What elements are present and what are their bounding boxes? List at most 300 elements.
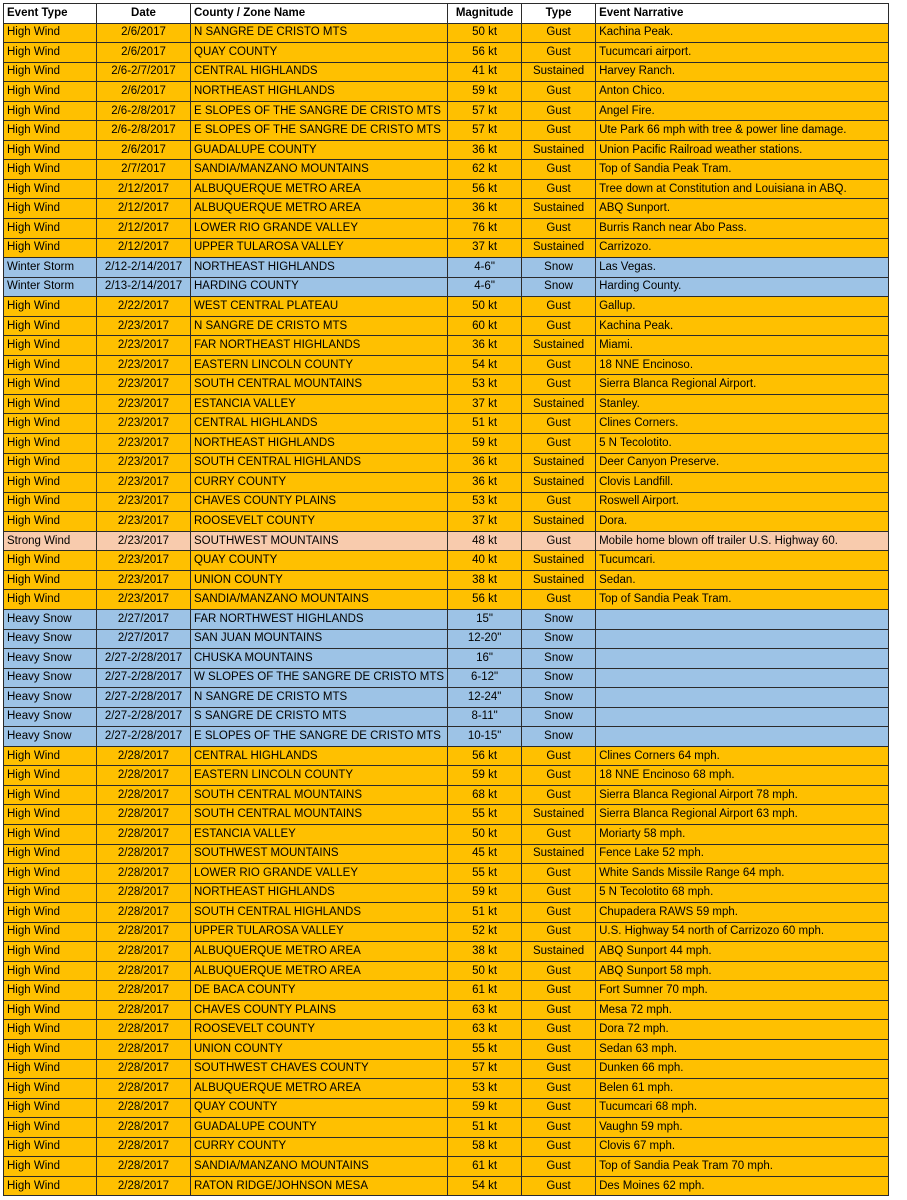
magnitude-cell: 55 kt <box>448 805 522 825</box>
table-body <box>4 23 889 1196</box>
narrative-cell: U.S. Highway 54 north of Carrizozo 60 mph. <box>596 922 889 942</box>
zone-cell: SOUTH CENTRAL HIGHLANDS <box>191 453 448 473</box>
table-row <box>4 1157 889 1177</box>
table-row <box>4 1098 889 1118</box>
zone-cell: S SANGRE DE CRISTO MTS <box>191 707 448 727</box>
event-type-cell: High Wind <box>4 414 97 434</box>
date-cell: 2/28/2017 <box>97 1059 191 1079</box>
zone-cell: N SANGRE DE CRISTO MTS <box>191 316 448 336</box>
narrative-cell: 5 N Tecolotito. <box>596 434 889 454</box>
magnitude-cell: 53 kt <box>448 1079 522 1099</box>
narrative-cell: Stanley. <box>596 394 889 414</box>
narrative-cell: Roswell Airport. <box>596 492 889 512</box>
date-cell: 2/27-2/28/2017 <box>97 649 191 669</box>
zone-cell: NORTHEAST HIGHLANDS <box>191 434 448 454</box>
type-cell: Gust <box>522 23 596 43</box>
magnitude-cell: 56 kt <box>448 43 522 63</box>
event-type-cell: High Wind <box>4 160 97 180</box>
narrative-cell: ABQ Sunport. <box>596 199 889 219</box>
narrative-cell: Clines Corners. <box>596 414 889 434</box>
type-cell: Gust <box>522 864 596 884</box>
event-type-cell: High Wind <box>4 942 97 962</box>
type-cell: Snow <box>522 258 596 278</box>
event-type-cell: High Wind <box>4 199 97 219</box>
table-row <box>4 864 889 884</box>
table-row <box>4 277 889 297</box>
type-cell: Gust <box>522 1176 596 1196</box>
narrative-cell <box>596 727 889 747</box>
table-row <box>4 140 889 160</box>
zone-cell: ALBUQUERQUE METRO AREA <box>191 199 448 219</box>
table-row <box>4 707 889 727</box>
zone-cell: SANDIA/MANZANO MOUNTAINS <box>191 590 448 610</box>
type-cell: Sustained <box>522 512 596 532</box>
narrative-cell: 5 N Tecolotito 68 mph. <box>596 883 889 903</box>
type-cell: Sustained <box>522 570 596 590</box>
zone-cell: CHAVES COUNTY PLAINS <box>191 1000 448 1020</box>
date-cell: 2/28/2017 <box>97 1020 191 1040</box>
zone-cell: CENTRAL HIGHLANDS <box>191 414 448 434</box>
type-cell: Sustained <box>522 394 596 414</box>
event-type-cell: High Wind <box>4 1098 97 1118</box>
table-row <box>4 688 889 708</box>
type-cell: Gust <box>522 922 596 942</box>
type-cell: Gust <box>522 316 596 336</box>
narrative-cell: Moriarty 58 mph. <box>596 824 889 844</box>
zone-cell: E SLOPES OF THE SANGRE DE CRISTO MTS <box>191 727 448 747</box>
type-cell: Gust <box>522 903 596 923</box>
magnitude-cell: 10-15" <box>448 727 522 747</box>
date-cell: 2/28/2017 <box>97 1098 191 1118</box>
date-cell: 2/23/2017 <box>97 434 191 454</box>
table-row <box>4 727 889 747</box>
magnitude-cell: 57 kt <box>448 1059 522 1079</box>
magnitude-cell: 51 kt <box>448 903 522 923</box>
table-row <box>4 824 889 844</box>
type-cell: Gust <box>522 219 596 239</box>
table-row <box>4 1079 889 1099</box>
event-type-cell: High Wind <box>4 1079 97 1099</box>
zone-cell: DE BACA COUNTY <box>191 981 448 1001</box>
date-cell: 2/6/2017 <box>97 140 191 160</box>
magnitude-cell: 55 kt <box>448 864 522 884</box>
type-cell: Sustained <box>522 942 596 962</box>
zone-cell: EASTERN LINCOLN COUNTY <box>191 355 448 375</box>
type-cell: Gust <box>522 1118 596 1138</box>
narrative-cell: Fence Lake 52 mph. <box>596 844 889 864</box>
zone-cell: FAR NORTHWEST HIGHLANDS <box>191 609 448 629</box>
narrative-cell: Harvey Ranch. <box>596 62 889 82</box>
event-type-cell: High Wind <box>4 785 97 805</box>
magnitude-cell: 59 kt <box>448 82 522 102</box>
type-cell: Snow <box>522 609 596 629</box>
event-type-cell: High Wind <box>4 179 97 199</box>
date-cell: 2/28/2017 <box>97 766 191 786</box>
date-cell: 2/28/2017 <box>97 883 191 903</box>
date-cell: 2/12/2017 <box>97 199 191 219</box>
table-row <box>4 1059 889 1079</box>
magnitude-cell: 36 kt <box>448 336 522 356</box>
type-cell: Snow <box>522 727 596 747</box>
event-type-cell: High Wind <box>4 394 97 414</box>
narrative-cell: Union Pacific Railroad weather stations. <box>596 140 889 160</box>
table-row <box>4 238 889 258</box>
narrative-cell: Deer Canyon Preserve. <box>596 453 889 473</box>
narrative-cell: Sedan. <box>596 570 889 590</box>
magnitude-cell: 38 kt <box>448 942 522 962</box>
magnitude-cell: 36 kt <box>448 199 522 219</box>
type-cell: Sustained <box>522 336 596 356</box>
date-cell: 2/6-2/8/2017 <box>97 101 191 121</box>
event-type-cell: High Wind <box>4 473 97 493</box>
event-type-cell: Heavy Snow <box>4 688 97 708</box>
zone-cell: NORTHEAST HIGHLANDS <box>191 258 448 278</box>
event-type-cell: High Wind <box>4 844 97 864</box>
date-cell: 2/27-2/28/2017 <box>97 688 191 708</box>
magnitude-cell: 63 kt <box>448 1000 522 1020</box>
event-type-cell: High Wind <box>4 1118 97 1138</box>
magnitude-cell: 62 kt <box>448 160 522 180</box>
magnitude-cell: 53 kt <box>448 375 522 395</box>
date-cell: 2/28/2017 <box>97 1039 191 1059</box>
type-cell: Sustained <box>522 473 596 493</box>
narrative-cell: Top of Sandia Peak Tram. <box>596 160 889 180</box>
type-cell: Snow <box>522 277 596 297</box>
zone-cell: CENTRAL HIGHLANDS <box>191 746 448 766</box>
type-cell: Gust <box>522 179 596 199</box>
magnitude-cell: 12-20" <box>448 629 522 649</box>
zone-cell: ROOSEVELT COUNTY <box>191 1020 448 1040</box>
type-cell: Gust <box>522 746 596 766</box>
zone-cell: WEST CENTRAL PLATEAU <box>191 297 448 317</box>
date-cell: 2/28/2017 <box>97 824 191 844</box>
table-row <box>4 805 889 825</box>
type-cell: Sustained <box>522 62 596 82</box>
type-cell: Snow <box>522 707 596 727</box>
date-cell: 2/6-2/7/2017 <box>97 62 191 82</box>
date-cell: 2/28/2017 <box>97 805 191 825</box>
date-cell: 2/12/2017 <box>97 238 191 258</box>
zone-cell: ROOSEVELT COUNTY <box>191 512 448 532</box>
narrative-cell: Dunken 66 mph. <box>596 1059 889 1079</box>
zone-cell: FAR NORTHEAST HIGHLANDS <box>191 336 448 356</box>
table-row <box>4 160 889 180</box>
zone-cell: W SLOPES OF THE SANGRE DE CRISTO MTS <box>191 668 448 688</box>
zone-cell: SOUTH CENTRAL MOUNTAINS <box>191 375 448 395</box>
zone-cell: SOUTH CENTRAL MOUNTAINS <box>191 805 448 825</box>
date-cell: 2/23/2017 <box>97 453 191 473</box>
table-row <box>4 903 889 923</box>
event-type-cell: High Wind <box>4 121 97 141</box>
magnitude-cell: 59 kt <box>448 766 522 786</box>
table-row <box>4 82 889 102</box>
type-cell: Sustained <box>522 140 596 160</box>
date-cell: 2/23/2017 <box>97 394 191 414</box>
magnitude-cell: 52 kt <box>448 922 522 942</box>
magnitude-cell: 50 kt <box>448 824 522 844</box>
type-cell: Snow <box>522 668 596 688</box>
event-type-cell: High Wind <box>4 1059 97 1079</box>
table-row <box>4 1039 889 1059</box>
event-type-cell: Strong Wind <box>4 531 97 551</box>
date-cell: 2/23/2017 <box>97 512 191 532</box>
narrative-cell: Tucumcari. <box>596 551 889 571</box>
type-cell: Gust <box>522 297 596 317</box>
narrative-cell: Clovis Landfill. <box>596 473 889 493</box>
date-cell: 2/23/2017 <box>97 336 191 356</box>
zone-cell: QUAY COUNTY <box>191 43 448 63</box>
date-cell: 2/6-2/8/2017 <box>97 121 191 141</box>
zone-cell: SANDIA/MANZANO MOUNTAINS <box>191 1157 448 1177</box>
zone-cell: UNION COUNTY <box>191 570 448 590</box>
date-cell: 2/6/2017 <box>97 23 191 43</box>
date-cell: 2/23/2017 <box>97 492 191 512</box>
event-type-cell: High Wind <box>4 375 97 395</box>
date-cell: 2/27-2/28/2017 <box>97 727 191 747</box>
zone-cell: UNION COUNTY <box>191 1039 448 1059</box>
narrative-cell: 18 NNE Encinoso. <box>596 355 889 375</box>
type-cell: Sustained <box>522 844 596 864</box>
narrative-cell: Sierra Blanca Regional Airport. <box>596 375 889 395</box>
header-magnitude: Magnitude <box>448 4 522 24</box>
table-row <box>4 1000 889 1020</box>
type-cell: Gust <box>522 1020 596 1040</box>
zone-cell: SOUTHWEST MOUNTAINS <box>191 844 448 864</box>
event-type-cell: High Wind <box>4 336 97 356</box>
narrative-cell: Gallup. <box>596 297 889 317</box>
date-cell: 2/6/2017 <box>97 43 191 63</box>
type-cell: Gust <box>522 160 596 180</box>
event-type-cell: High Wind <box>4 140 97 160</box>
zone-cell: N SANGRE DE CRISTO MTS <box>191 688 448 708</box>
date-cell: 2/23/2017 <box>97 531 191 551</box>
zone-cell: SANDIA/MANZANO MOUNTAINS <box>191 160 448 180</box>
zone-cell: LOWER RIO GRANDE VALLEY <box>191 864 448 884</box>
zone-cell: CHAVES COUNTY PLAINS <box>191 492 448 512</box>
event-type-cell: High Wind <box>4 62 97 82</box>
magnitude-cell: 4-6" <box>448 277 522 297</box>
magnitude-cell: 53 kt <box>448 492 522 512</box>
magnitude-cell: 37 kt <box>448 238 522 258</box>
zone-cell: ALBUQUERQUE METRO AREA <box>191 942 448 962</box>
date-cell: 2/6/2017 <box>97 82 191 102</box>
magnitude-cell: 37 kt <box>448 394 522 414</box>
narrative-cell: Burris Ranch near Abo Pass. <box>596 219 889 239</box>
narrative-cell: Fort Sumner 70 mph. <box>596 981 889 1001</box>
type-cell: Sustained <box>522 453 596 473</box>
event-type-cell: High Wind <box>4 1020 97 1040</box>
table-row <box>4 746 889 766</box>
narrative-cell: Harding County. <box>596 277 889 297</box>
event-type-cell: High Wind <box>4 219 97 239</box>
magnitude-cell: 76 kt <box>448 219 522 239</box>
event-type-cell: High Wind <box>4 1157 97 1177</box>
table-row <box>4 668 889 688</box>
type-cell: Gust <box>522 766 596 786</box>
type-cell: Gust <box>522 43 596 63</box>
event-type-cell: High Wind <box>4 883 97 903</box>
date-cell: 2/28/2017 <box>97 981 191 1001</box>
narrative-cell <box>596 668 889 688</box>
date-cell: 2/7/2017 <box>97 160 191 180</box>
event-type-cell: High Wind <box>4 101 97 121</box>
event-type-cell: High Wind <box>4 434 97 454</box>
date-cell: 2/28/2017 <box>97 1176 191 1196</box>
magnitude-cell: 54 kt <box>448 1176 522 1196</box>
narrative-cell: Dora 72 mph. <box>596 1020 889 1040</box>
magnitude-cell: 15" <box>448 609 522 629</box>
magnitude-cell: 59 kt <box>448 1098 522 1118</box>
event-type-cell: Heavy Snow <box>4 629 97 649</box>
zone-cell: SOUTHWEST MOUNTAINS <box>191 531 448 551</box>
narrative-cell: 18 NNE Encinoso 68 mph. <box>596 766 889 786</box>
zone-cell: ESTANCIA VALLEY <box>191 824 448 844</box>
magnitude-cell: 56 kt <box>448 179 522 199</box>
date-cell: 2/28/2017 <box>97 1079 191 1099</box>
type-cell: Gust <box>522 590 596 610</box>
event-type-cell: High Wind <box>4 355 97 375</box>
magnitude-cell: 60 kt <box>448 316 522 336</box>
event-type-cell: High Wind <box>4 1000 97 1020</box>
date-cell: 2/27-2/28/2017 <box>97 707 191 727</box>
zone-cell: CHUSKA MOUNTAINS <box>191 649 448 669</box>
date-cell: 2/12-2/14/2017 <box>97 258 191 278</box>
events-table <box>3 3 889 1196</box>
magnitude-cell: 57 kt <box>448 121 522 141</box>
narrative-cell: Angel Fire. <box>596 101 889 121</box>
date-cell: 2/28/2017 <box>97 903 191 923</box>
narrative-cell: Carrizozo. <box>596 238 889 258</box>
header-zone: County / Zone Name <box>191 4 448 24</box>
zone-cell: CENTRAL HIGHLANDS <box>191 62 448 82</box>
event-type-cell: High Wind <box>4 238 97 258</box>
event-type-cell: High Wind <box>4 570 97 590</box>
event-type-cell: High Wind <box>4 551 97 571</box>
event-type-cell: High Wind <box>4 746 97 766</box>
date-cell: 2/28/2017 <box>97 922 191 942</box>
narrative-cell: Sedan 63 mph. <box>596 1039 889 1059</box>
table-row <box>4 101 889 121</box>
date-cell: 2/28/2017 <box>97 785 191 805</box>
table-row <box>4 62 889 82</box>
zone-cell: ALBUQUERQUE METRO AREA <box>191 1079 448 1099</box>
type-cell: Snow <box>522 649 596 669</box>
event-type-cell: High Wind <box>4 824 97 844</box>
table-header <box>4 4 889 24</box>
event-type-cell: High Wind <box>4 453 97 473</box>
magnitude-cell: 50 kt <box>448 23 522 43</box>
zone-cell: GUADALUPE COUNTY <box>191 1118 448 1138</box>
zone-cell: CURRY COUNTY <box>191 473 448 493</box>
magnitude-cell: 56 kt <box>448 746 522 766</box>
table-row <box>4 43 889 63</box>
type-cell: Gust <box>522 101 596 121</box>
date-cell: 2/28/2017 <box>97 864 191 884</box>
narrative-cell: Kachina Peak. <box>596 316 889 336</box>
table-row <box>4 590 889 610</box>
table-row <box>4 1020 889 1040</box>
header-type: Type <box>522 4 596 24</box>
table-row <box>4 1176 889 1196</box>
narrative-cell <box>596 649 889 669</box>
zone-cell: NORTHEAST HIGHLANDS <box>191 82 448 102</box>
event-type-cell: Winter Storm <box>4 277 97 297</box>
zone-cell: ESTANCIA VALLEY <box>191 394 448 414</box>
zone-cell: ALBUQUERQUE METRO AREA <box>191 961 448 981</box>
narrative-cell: Kachina Peak. <box>596 23 889 43</box>
magnitude-cell: 59 kt <box>448 883 522 903</box>
table-row <box>4 453 889 473</box>
table-row <box>4 981 889 1001</box>
narrative-cell: Tucumcari airport. <box>596 43 889 63</box>
magnitude-cell: 45 kt <box>448 844 522 864</box>
type-cell: Gust <box>522 531 596 551</box>
zone-cell: RATON RIDGE/JOHNSON MESA <box>191 1176 448 1196</box>
narrative-cell: Belen 61 mph. <box>596 1079 889 1099</box>
event-type-cell: High Wind <box>4 492 97 512</box>
magnitude-cell: 40 kt <box>448 551 522 571</box>
table-row <box>4 551 889 571</box>
magnitude-cell: 16" <box>448 649 522 669</box>
date-cell: 2/23/2017 <box>97 414 191 434</box>
event-type-cell: High Wind <box>4 805 97 825</box>
narrative-cell: Clines Corners 64 mph. <box>596 746 889 766</box>
narrative-cell: Sierra Blanca Regional Airport 63 mph. <box>596 805 889 825</box>
type-cell: Sustained <box>522 199 596 219</box>
narrative-cell: Tucumcari 68 mph. <box>596 1098 889 1118</box>
event-type-cell: High Wind <box>4 922 97 942</box>
narrative-cell: Vaughn 59 mph. <box>596 1118 889 1138</box>
zone-cell: QUAY COUNTY <box>191 1098 448 1118</box>
zone-cell: SOUTHWEST CHAVES COUNTY <box>191 1059 448 1079</box>
magnitude-cell: 61 kt <box>448 1157 522 1177</box>
narrative-cell: Las Vegas. <box>596 258 889 278</box>
narrative-cell <box>596 707 889 727</box>
type-cell: Gust <box>522 1157 596 1177</box>
type-cell: Gust <box>522 1137 596 1157</box>
table-row <box>4 336 889 356</box>
type-cell: Snow <box>522 629 596 649</box>
event-type-cell: Winter Storm <box>4 258 97 278</box>
zone-cell: SOUTH CENTRAL MOUNTAINS <box>191 785 448 805</box>
table-row <box>4 258 889 278</box>
event-type-cell: High Wind <box>4 297 97 317</box>
narrative-cell: Mobile home blown off trailer U.S. Highway 60. <box>596 531 889 551</box>
type-cell: Gust <box>522 1059 596 1079</box>
magnitude-cell: 37 kt <box>448 512 522 532</box>
event-type-cell: Heavy Snow <box>4 727 97 747</box>
date-cell: 2/28/2017 <box>97 844 191 864</box>
zone-cell: UPPER TULAROSA VALLEY <box>191 922 448 942</box>
narrative-cell: White Sands Missile Range 64 mph. <box>596 864 889 884</box>
type-cell: Gust <box>522 961 596 981</box>
table-row <box>4 375 889 395</box>
type-cell: Sustained <box>522 551 596 571</box>
event-type-cell: High Wind <box>4 82 97 102</box>
table-row <box>4 785 889 805</box>
date-cell: 2/28/2017 <box>97 746 191 766</box>
table-row <box>4 394 889 414</box>
type-cell: Gust <box>522 414 596 434</box>
date-cell: 2/23/2017 <box>97 473 191 493</box>
magnitude-cell: 51 kt <box>448 414 522 434</box>
type-cell: Sustained <box>522 238 596 258</box>
type-cell: Gust <box>522 355 596 375</box>
table-row <box>4 883 889 903</box>
magnitude-cell: 68 kt <box>448 785 522 805</box>
magnitude-cell: 36 kt <box>448 453 522 473</box>
header-date: Date <box>97 4 191 24</box>
